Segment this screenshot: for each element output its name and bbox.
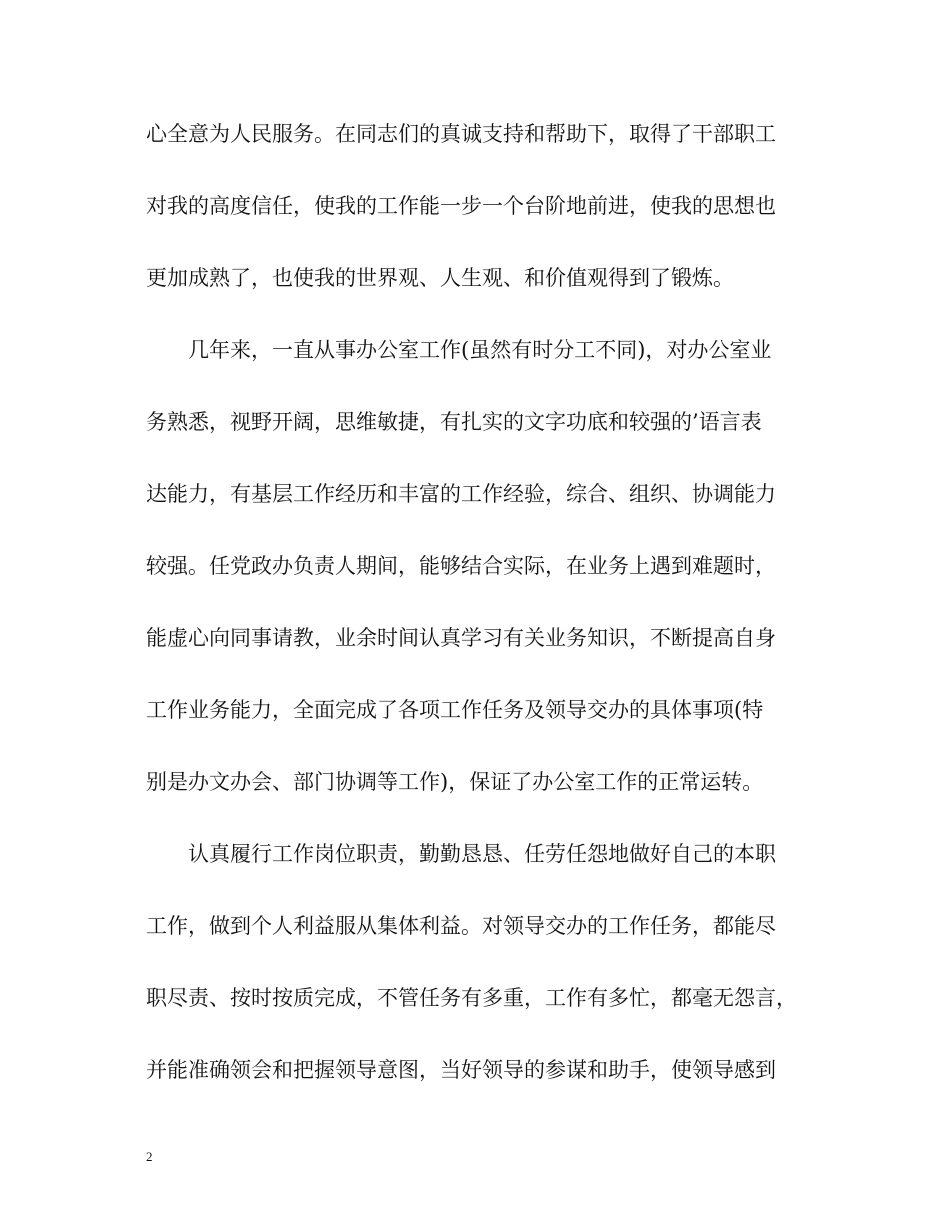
text-line: 职尽责、按时按质完成，不管任务有多重，工作有多忙，都毫无怨言， bbox=[146, 986, 797, 1010]
text-line: 更加成熟了，也使我的世界观、人生观、和价值观得到了锻炼。 bbox=[146, 266, 734, 290]
text-line: 并能准确领会和把握领导意图，当好领导的参谋和助手，使领导感到 bbox=[146, 1058, 776, 1082]
text-line: 工作，做到个人利益服从集体利益。对领导交办的工作任务，都能尽 bbox=[146, 914, 776, 938]
paragraph-start-line: 几年来，一直从事办公室工作(虽然有时分工不同)，对办公室业 bbox=[188, 338, 772, 362]
text-line: 较强。任党政办负责人期间，能够结合实际，在业务上遇到难题时， bbox=[146, 554, 776, 578]
text-line: 达能力，有基层工作经历和丰富的工作经验，综合、组织、协调能力 bbox=[146, 482, 776, 506]
text-line: 心全意为人民服务。在同志们的真诚支持和帮助下，取得了干部职工 bbox=[146, 122, 776, 146]
page-number: 2 bbox=[146, 1149, 153, 1164]
body-text bbox=[146, 122, 826, 1130]
paragraph-start-line: 认真履行工作岗位职责，勤勤恳恳、任劳任怨地做好自己的本职 bbox=[188, 842, 776, 866]
text-line: 工作业务能力，全面完成了各项工作任务及领导交办的具体事项(特 bbox=[146, 698, 764, 722]
text-line: 别是办文办会、部门协调等工作)，保证了办公室工作的正常运转。 bbox=[146, 770, 764, 794]
text-line: 能虚心向同事请教，业余时间认真学习有关业务知识，不断提高自身 bbox=[146, 626, 776, 650]
text-line: 务熟悉，视野开阔，思维敏捷，有扎实的文字功底和较强的’语言表 bbox=[146, 410, 762, 434]
text-line: 对我的高度信任，使我的工作能一步一个台阶地前进，使我的思想也 bbox=[146, 194, 776, 218]
